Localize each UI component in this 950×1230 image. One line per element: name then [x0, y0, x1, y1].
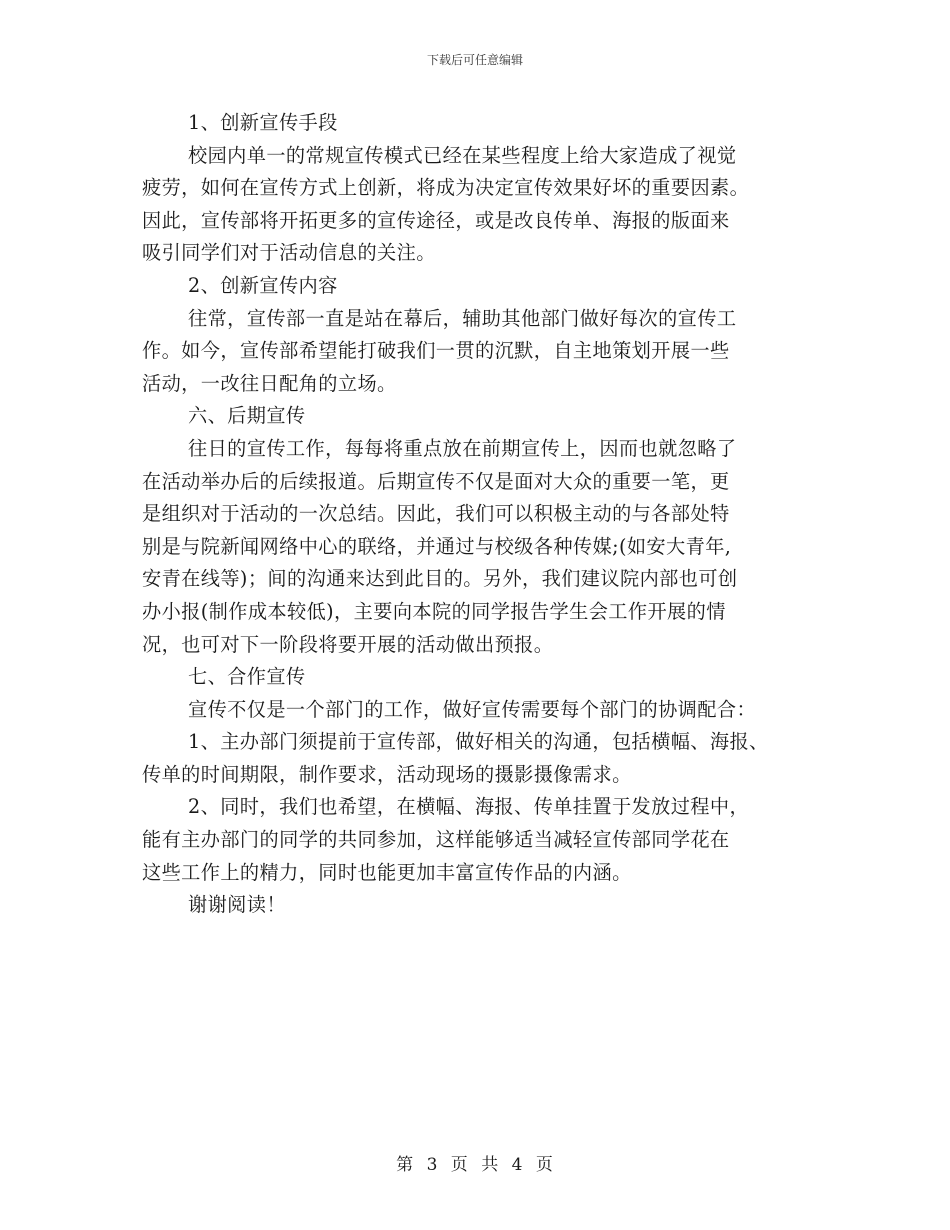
- paragraph-line: 是组织对于活动的一次总结。因此，我们可以积极主动的与各部处特: [142, 502, 730, 526]
- page-header: 下载后可任意编辑: [426, 53, 523, 67]
- paragraph-line: 传单的时间期限，制作要求，活动现场的摄影摄像需求。: [142, 762, 632, 786]
- paragraph-line: 这些工作上的精力，同时也能更加丰富宣传作品的内涵。: [142, 860, 632, 884]
- paragraph-line: 吸引同学们对于活动信息的关注。: [142, 241, 436, 265]
- paragraph-line: 1、主办部门须提前于宣传部，做好相关的沟通，包括横幅、海报、: [188, 730, 769, 754]
- section-heading: 六、后期宣传: [188, 404, 306, 428]
- paragraph-line: 在活动举办后的后续报道。后期宣传不仅是面对大众的重要一笔，更: [142, 469, 730, 493]
- paragraph-line: 校园内单一的常规宣传模式已经在某些程度上给大家造成了视觉: [188, 143, 737, 167]
- paragraph-line: 况，也可对下一阶段将要开展的活动做出预报。: [142, 632, 554, 656]
- paragraph-line: 活动，一改往日配角的立场。: [142, 371, 397, 395]
- section-heading: 1、创新宣传手段: [188, 111, 338, 134]
- paragraph-line: 能有主办部门的同学的共同参加，这样能够适当减轻宣传部同学花在: [142, 828, 730, 852]
- paragraph-line: 作。如今，宣传部希望能打破我们一贯的沉默，自主地策划开展一些: [142, 339, 730, 363]
- paragraph-line: 往常，宣传部一直是站在幕后，辅助其他部门做好每次的宣传工: [188, 306, 737, 330]
- paragraph-line: 宣传不仅是一个部门的工作，做好宣传需要每个部门的协调配合：: [188, 697, 757, 721]
- paragraph-line: 办小报(制作成本较低)，主要向本院的同学报告学生会工作开展的情: [142, 599, 726, 623]
- paragraph-line: 别是与院新闻网络中心的联络，并通过与校级各种传媒;(如安大青年,: [142, 534, 732, 558]
- section-heading: 七、合作宣传: [188, 665, 306, 689]
- section-heading: 2、创新宣传内容: [188, 273, 338, 297]
- paragraph-line: 2、同时，我们也希望，在横幅、海报、传单挂置于发放过程中，: [188, 795, 750, 819]
- paragraph-line: 往日的宣传工作，每每将重点放在前期宣传上，因而也就忽略了: [188, 436, 737, 460]
- paragraph-line: 因此，宣传部将开拓更多的宣传途径，或是改良传单、海报的版面来: [142, 208, 730, 232]
- document-body: [142, 107, 810, 922]
- paragraph-line: 疲劳，如何在宣传方式上创新，将成为决定宣传效果好坏的重要因素。: [142, 176, 750, 200]
- closing-line: 谢谢阅读！: [188, 893, 286, 917]
- page-number: 第 3 页 共 4 页: [396, 1155, 554, 1175]
- paragraph-line: 安青在线等)；间的沟通来达到此目的。另外，我们建议院内部也可创: [142, 567, 738, 591]
